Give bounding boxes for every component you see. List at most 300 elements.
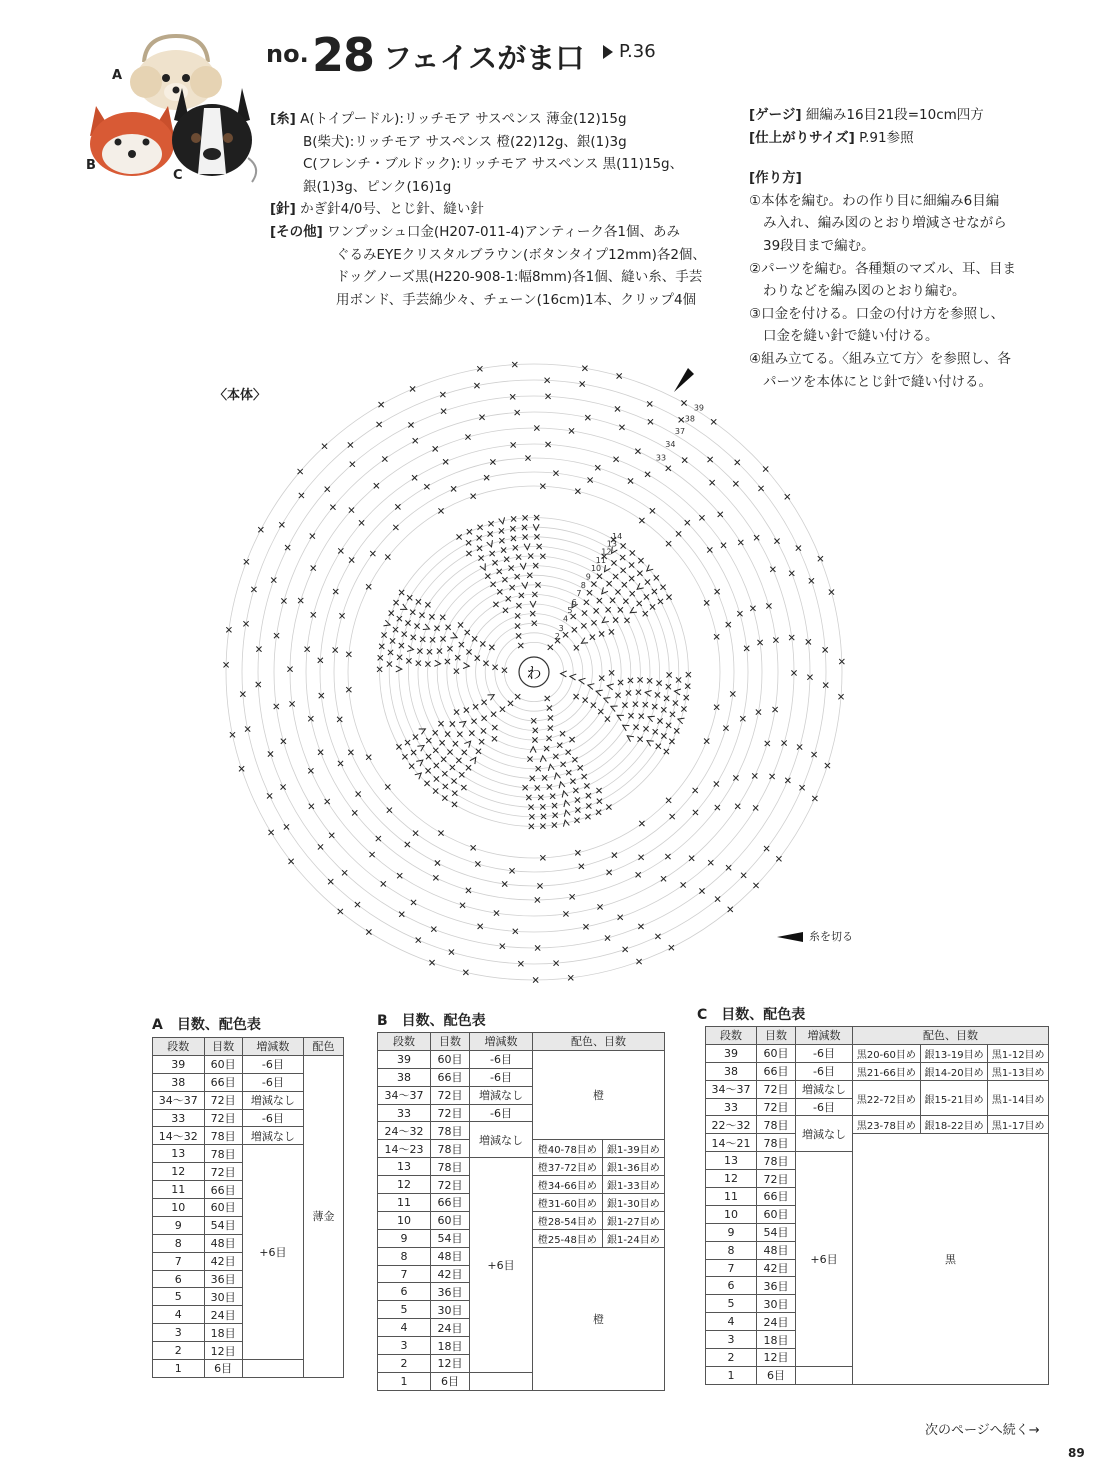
stitch-count-cell: 78目 (431, 1122, 470, 1140)
sc-stitch (661, 733, 666, 738)
sc-stitch (809, 578, 814, 583)
stitch-count-cell: 48目 (204, 1234, 242, 1252)
sc-stitch (658, 599, 663, 604)
sc-stitch (281, 739, 286, 744)
sc-stitch (471, 719, 476, 724)
sc-stitch (735, 460, 740, 465)
sc-stitch (279, 522, 284, 527)
stitch-count-cell: 6目 (431, 1372, 470, 1390)
color-cell: 橙34-66目め (533, 1176, 603, 1194)
size-label: [仕上がりサイズ] (749, 129, 855, 146)
rnd-cell: 6 (706, 1277, 757, 1295)
table-b-title: B 目数、配色表 (377, 1013, 486, 1029)
color-cell: 銀15-21目め (920, 1080, 988, 1116)
sc-stitch (433, 875, 438, 880)
sc-stitch (349, 557, 354, 562)
stitch-count-cell: 72目 (204, 1163, 242, 1181)
rnd-cell: 4 (378, 1319, 431, 1337)
rnd-cell: 8 (153, 1234, 205, 1252)
rnd-cell: 2 (153, 1342, 205, 1360)
sc-stitch (774, 539, 779, 544)
sc-stitch (818, 556, 823, 561)
product-photos (82, 28, 262, 188)
color-cell: 橙28-54目め (533, 1211, 603, 1229)
color-cell: 銀1-27目め (602, 1211, 664, 1229)
sc-stitch (396, 744, 401, 749)
sc-stitch (405, 842, 410, 847)
sc-stitch (420, 637, 425, 642)
sc-stitch (615, 406, 620, 411)
sc-stitch (622, 703, 627, 708)
sc-stitch (453, 741, 458, 746)
sc-stitch (560, 731, 565, 736)
sc-stitch (412, 475, 417, 480)
rnd-cell: 22～32 (706, 1116, 757, 1134)
stitch-count-cell: 66目 (431, 1068, 470, 1086)
sc-stitch (699, 515, 704, 520)
sc-stitch (629, 562, 634, 567)
sc-stitch (440, 392, 445, 397)
sc-stitch (812, 796, 817, 801)
sc-stitch (590, 635, 595, 640)
materials-block (270, 108, 740, 311)
sc-stitch (548, 725, 553, 730)
sc-stitch (639, 821, 644, 826)
sc-stitch (281, 598, 286, 603)
sc-stitch (433, 730, 438, 735)
stitch-count-cell: 48目 (431, 1247, 470, 1265)
sc-stitch (431, 927, 436, 932)
round-number-label: 5 (567, 605, 573, 615)
rnd-cell: 38 (706, 1062, 757, 1080)
sc-stitch (472, 636, 477, 641)
sc-stitch (491, 712, 496, 717)
change-cell: -6目 (470, 1050, 533, 1068)
sc-stitch (289, 859, 294, 864)
sc-stitch (381, 881, 386, 886)
color-cell: 銀18-22目め (920, 1116, 988, 1134)
sc-stitch (402, 632, 407, 637)
sc-stitch (726, 622, 731, 627)
sc-stitch (704, 739, 709, 744)
stitch-count-cell: 72目 (204, 1109, 242, 1127)
sc-stitch (477, 546, 482, 551)
sc-stitch (311, 565, 316, 570)
rnd-cell: 4 (153, 1306, 205, 1324)
sc-stitch (758, 486, 763, 491)
color-cell: 橙 (533, 1050, 665, 1139)
sc-stitch (466, 551, 471, 556)
rnd-cell: 10 (378, 1211, 431, 1229)
table-a-title: A 目数、配色表 (152, 1017, 261, 1033)
sc-stitch (434, 763, 439, 768)
sc-stitch (409, 764, 414, 769)
sc-stitch (676, 531, 681, 536)
sc-stitch (633, 725, 638, 730)
sc-stitch (466, 540, 471, 545)
sc-stitch (484, 475, 489, 480)
sc-stitch (462, 750, 467, 755)
change-cell: +6目 (470, 1158, 533, 1373)
sc-stitch (447, 646, 452, 651)
sc-stitch (599, 631, 604, 636)
sc-stitch (645, 472, 650, 477)
sc-stitch (410, 386, 415, 391)
sc-stitch (503, 608, 508, 613)
stitch-count-cell: 54目 (204, 1216, 242, 1234)
other-line3: ドッグノーズ黒(H220-908-1:幅8mm)各1個、縫い糸、手芸 (336, 269, 703, 286)
sc-stitch (397, 616, 402, 621)
sc-stitch (433, 788, 438, 793)
sc-stitch (666, 723, 671, 728)
color-cell: 黒 (853, 1134, 1049, 1384)
sc-stitch (350, 462, 355, 467)
stitch-count-cell: 60目 (204, 1199, 242, 1217)
rnd-cell: 33 (706, 1098, 757, 1116)
sc-stitch (434, 776, 439, 781)
sc-stitch (606, 804, 611, 809)
sc-stitch (408, 422, 413, 427)
sc-stitch (489, 645, 494, 650)
sc-stitch (733, 481, 738, 486)
sc-stitch (411, 750, 416, 755)
stitch-count-cell: 36目 (204, 1270, 242, 1288)
stitch-count-cell: 12目 (204, 1342, 242, 1360)
sc-stitch (349, 507, 354, 512)
rnd-cell: 3 (706, 1331, 757, 1349)
start-arrow-icon (674, 368, 694, 392)
sc-stitch (575, 489, 580, 494)
yarn-c-line1: C(フレンチ・ブルドック):リッチモア サスペンス 黒(11)15g、 (303, 156, 684, 173)
stitch-count-cell: 42目 (431, 1265, 470, 1283)
table-row (378, 1158, 665, 1176)
table-c-header: 目数 (757, 1027, 796, 1045)
stitch-count-cell: 12目 (431, 1355, 470, 1373)
sc-stitch (584, 783, 589, 788)
table-c-header: 段数 (706, 1027, 757, 1045)
sc-stitch (579, 864, 584, 869)
sc-stitch (597, 799, 602, 804)
sc-stitch (606, 607, 611, 612)
sc-stitch (681, 882, 686, 887)
sc-stitch (473, 704, 478, 709)
sc-stitch (454, 709, 459, 714)
sc-stitch (618, 607, 623, 612)
sc-stitch (377, 422, 382, 427)
table-a-header: 配色 (304, 1038, 344, 1056)
sc-stitch (298, 598, 303, 603)
change-cell (796, 1366, 853, 1384)
stitch-count-cell: 60目 (757, 1205, 796, 1223)
sc-stitch (244, 559, 249, 564)
rnd-cell: 11 (378, 1194, 431, 1212)
sc-stitch (416, 599, 421, 604)
color-cell: 薄金 (304, 1055, 344, 1377)
sc-stitch (451, 486, 456, 491)
sc-stitch (630, 550, 635, 555)
table-b-header: 配色、目数 (533, 1033, 665, 1051)
sc-stitch (338, 909, 343, 914)
sc-stitch (682, 458, 687, 463)
cut-yarn-text: 糸を切る (809, 930, 853, 943)
sc-stitch (516, 633, 521, 638)
sc-stitch (397, 873, 402, 878)
stitch-count-cell: 60目 (431, 1050, 470, 1068)
sc-stitch (465, 435, 470, 440)
stitch-count-cell: 78目 (204, 1127, 242, 1145)
sc-stitch (825, 763, 830, 768)
sc-stitch (488, 521, 493, 526)
sc-stitch (782, 740, 787, 745)
sc-stitch (623, 947, 628, 952)
sc-stitch (311, 612, 316, 617)
sc-stitch (650, 604, 655, 609)
sc-stitch (753, 805, 758, 810)
rnd-cell: 14～23 (378, 1140, 431, 1158)
other-line2: ぐるみEYEクリスタルブラウン(ボタンタイプ12mm)各2個、 (336, 246, 706, 263)
sc-stitch (765, 741, 770, 746)
rnd-cell: 9 (378, 1229, 431, 1247)
sc-stitch (478, 555, 483, 560)
sc-stitch (442, 771, 447, 776)
sc-stitch (596, 810, 601, 815)
sc-stitch (563, 632, 568, 637)
table-row (153, 1055, 344, 1073)
cut-arrow-icon (777, 932, 803, 942)
sc-stitch (679, 417, 684, 422)
sc-stitch (466, 765, 471, 770)
rnd-cell: 3 (378, 1337, 431, 1355)
sc-stitch (715, 896, 720, 901)
table-b-header: 目数 (431, 1033, 470, 1051)
sc-stitch (575, 797, 580, 802)
sc-stitch (704, 600, 709, 605)
sc-stitch (477, 525, 482, 530)
stitch-count-cell: 72目 (204, 1091, 242, 1109)
sc-stitch (607, 870, 612, 875)
sc-stitch (450, 721, 455, 726)
sc-stitch (506, 596, 511, 601)
sc-stitch (633, 702, 638, 707)
sc-stitch (424, 781, 429, 786)
sc-stitch (581, 623, 586, 628)
sc-stitch (352, 810, 357, 815)
rnd-cell: 1 (153, 1360, 205, 1378)
rnd-cell: 8 (706, 1241, 757, 1259)
sc-stitch (710, 480, 715, 485)
sc-stitch (591, 703, 596, 708)
sc-stitch (615, 589, 620, 594)
sc-stitch (333, 589, 338, 594)
change-cell (470, 1372, 533, 1390)
cut-yarn-note (777, 928, 853, 944)
sc-stitch (617, 373, 622, 378)
sc-stitch (500, 707, 505, 712)
sc-stitch (481, 728, 486, 733)
round-number-label: 10 (590, 563, 602, 573)
sc-stitch (429, 960, 434, 965)
sc-stitch (752, 773, 757, 778)
sc-stitch (502, 577, 507, 582)
sc-stitch (501, 548, 506, 553)
sc-stitch (405, 740, 410, 745)
round-number-label: 8 (580, 581, 586, 591)
sc-stitch (366, 929, 371, 934)
sc-stitch (446, 625, 451, 630)
sc-stitch (440, 615, 445, 620)
sc-stitch (566, 770, 571, 775)
color-cell: 橙31-60目め (533, 1194, 603, 1212)
rnd-cell: 12 (706, 1170, 757, 1188)
sc-stitch (628, 478, 633, 483)
stitch-count-cell: 18目 (431, 1337, 470, 1355)
sc-stitch (322, 444, 327, 449)
sc-stitch (763, 466, 768, 471)
sc-stitch (490, 582, 495, 587)
sc-stitch (618, 915, 623, 920)
sc-stitch (638, 855, 643, 860)
rnd-cell: 13 (153, 1145, 205, 1163)
sc-stitch (582, 774, 587, 779)
sc-stitch (518, 643, 523, 648)
change-cell: -6目 (242, 1073, 303, 1091)
sc-stitch (480, 641, 485, 646)
sc-stitch (728, 907, 733, 912)
rnd-cell: 39 (153, 1055, 205, 1073)
table-a (152, 1037, 344, 1378)
sc-stitch (597, 598, 602, 603)
sc-stitch (515, 694, 520, 699)
rnd-cell: 14～32 (153, 1127, 205, 1145)
sc-stitch (449, 949, 454, 954)
sc-stitch (475, 656, 480, 661)
rnd-cell: 7 (378, 1265, 431, 1283)
round-number-label: 7 (576, 588, 582, 598)
sc-stitch (508, 701, 513, 706)
sc-stitch (376, 836, 381, 841)
sc-stitch (726, 865, 731, 870)
rnd-cell: 11 (706, 1188, 757, 1206)
sc-stitch (591, 620, 596, 625)
sc-stitch (657, 718, 662, 723)
page-number: 89 (1068, 1446, 1085, 1460)
sc-stitch (281, 784, 286, 789)
sc-stitch (481, 700, 486, 705)
stitch-count-cell: 66目 (204, 1181, 242, 1199)
rnd-cell: 1 (706, 1366, 757, 1384)
change-cell: 増減なし (242, 1091, 303, 1109)
color-cell: 黒1-13目め (988, 1062, 1049, 1080)
method-step4b: パーツを本体にとじ針で縫い付ける。 (763, 373, 992, 390)
sc-stitch (385, 554, 390, 559)
page-title: フェイスがま口 (383, 41, 585, 75)
color-cell: 銀13-19目め (920, 1044, 988, 1062)
sc-stitch (645, 579, 650, 584)
method-step2a: ②パーツを編む。各種類のマズル、耳、目ま (749, 260, 1016, 277)
stitch-count-cell: 78目 (757, 1152, 796, 1170)
sc-stitch (652, 704, 657, 709)
page-reference-text: P.36 (619, 41, 656, 62)
sc-stitch (267, 793, 272, 798)
sc-stitch (405, 620, 410, 625)
sc-stitch (689, 856, 694, 861)
photo-label-b: B (86, 158, 96, 173)
sc-stitch (670, 814, 675, 819)
sc-stitch (339, 613, 344, 618)
sc-stitch (669, 739, 674, 744)
stitch-count-cell: 72目 (757, 1080, 796, 1098)
pattern-no-label: no. (266, 40, 309, 68)
sc-stitch (586, 793, 591, 798)
sc-stitch (714, 781, 719, 786)
sc-stitch (430, 637, 435, 642)
stitch-count-cell: 78目 (431, 1140, 470, 1158)
color-cell: 黒1-12目め (988, 1044, 1049, 1062)
triangle-icon (603, 45, 613, 59)
sc-stitch (385, 784, 390, 789)
sc-stitch (661, 707, 666, 712)
sc-stitch (598, 709, 603, 714)
method-step4a: ④組み立てる。〈組み立て方〉を参照し、各 (749, 350, 1011, 367)
change-cell: -6目 (470, 1068, 533, 1086)
sc-stitch (647, 401, 652, 406)
method-step1a: ①本体を編む。わの作り目に細編み6目編 (749, 192, 1000, 209)
sc-stitch (718, 512, 723, 517)
sc-stitch (441, 757, 446, 762)
sc-stitch (382, 456, 387, 461)
stitch-count-cell: 78目 (757, 1134, 796, 1152)
sc-stitch (271, 578, 276, 583)
rnd-cell: 5 (153, 1288, 205, 1306)
sc-stitch (251, 587, 256, 592)
sc-stitch (490, 551, 495, 556)
stitch-count-cell: 72目 (431, 1086, 470, 1104)
color-cell: 黒21-66目め (853, 1062, 921, 1080)
sc-stitch (395, 504, 400, 509)
other-line1: ワンプッシュ口金(H207-011-4)アンティーク各1個、あみ (327, 223, 680, 240)
change-cell: 増減なし (796, 1116, 853, 1152)
sc-stitch (476, 749, 481, 754)
sc-stitch (441, 409, 446, 414)
color-cell: 銀1-24目め (602, 1229, 664, 1247)
rnd-cell: 6 (153, 1270, 205, 1288)
rnd-cell: 34～37 (378, 1086, 431, 1104)
sc-stitch (438, 721, 443, 726)
stitch-count-cell: 36目 (757, 1277, 796, 1295)
sc-stitch (630, 591, 635, 596)
sc-stitch (624, 618, 629, 623)
sc-stitch (652, 589, 657, 594)
sc-stitch (548, 715, 553, 720)
sc-stitch (399, 590, 404, 595)
sc-stitch (416, 937, 421, 942)
sc-stitch (570, 779, 575, 784)
sc-stitch (591, 581, 596, 586)
sc-stitch (419, 613, 424, 618)
sc-stitch (588, 477, 593, 482)
sc-stitch (435, 860, 440, 865)
color-cell: 銀1-30目め (602, 1194, 664, 1212)
sc-stitch (574, 645, 579, 650)
diagram-title: 〈本体〉 (214, 388, 267, 403)
sc-stitch (393, 525, 398, 530)
rnd-cell: 9 (153, 1216, 205, 1234)
stitch-count-cell: 78目 (431, 1158, 470, 1176)
sc-stitch (715, 805, 720, 810)
round-number-label: 2 (554, 631, 560, 641)
table-c (705, 1026, 1049, 1385)
sc-stitch (769, 774, 774, 779)
